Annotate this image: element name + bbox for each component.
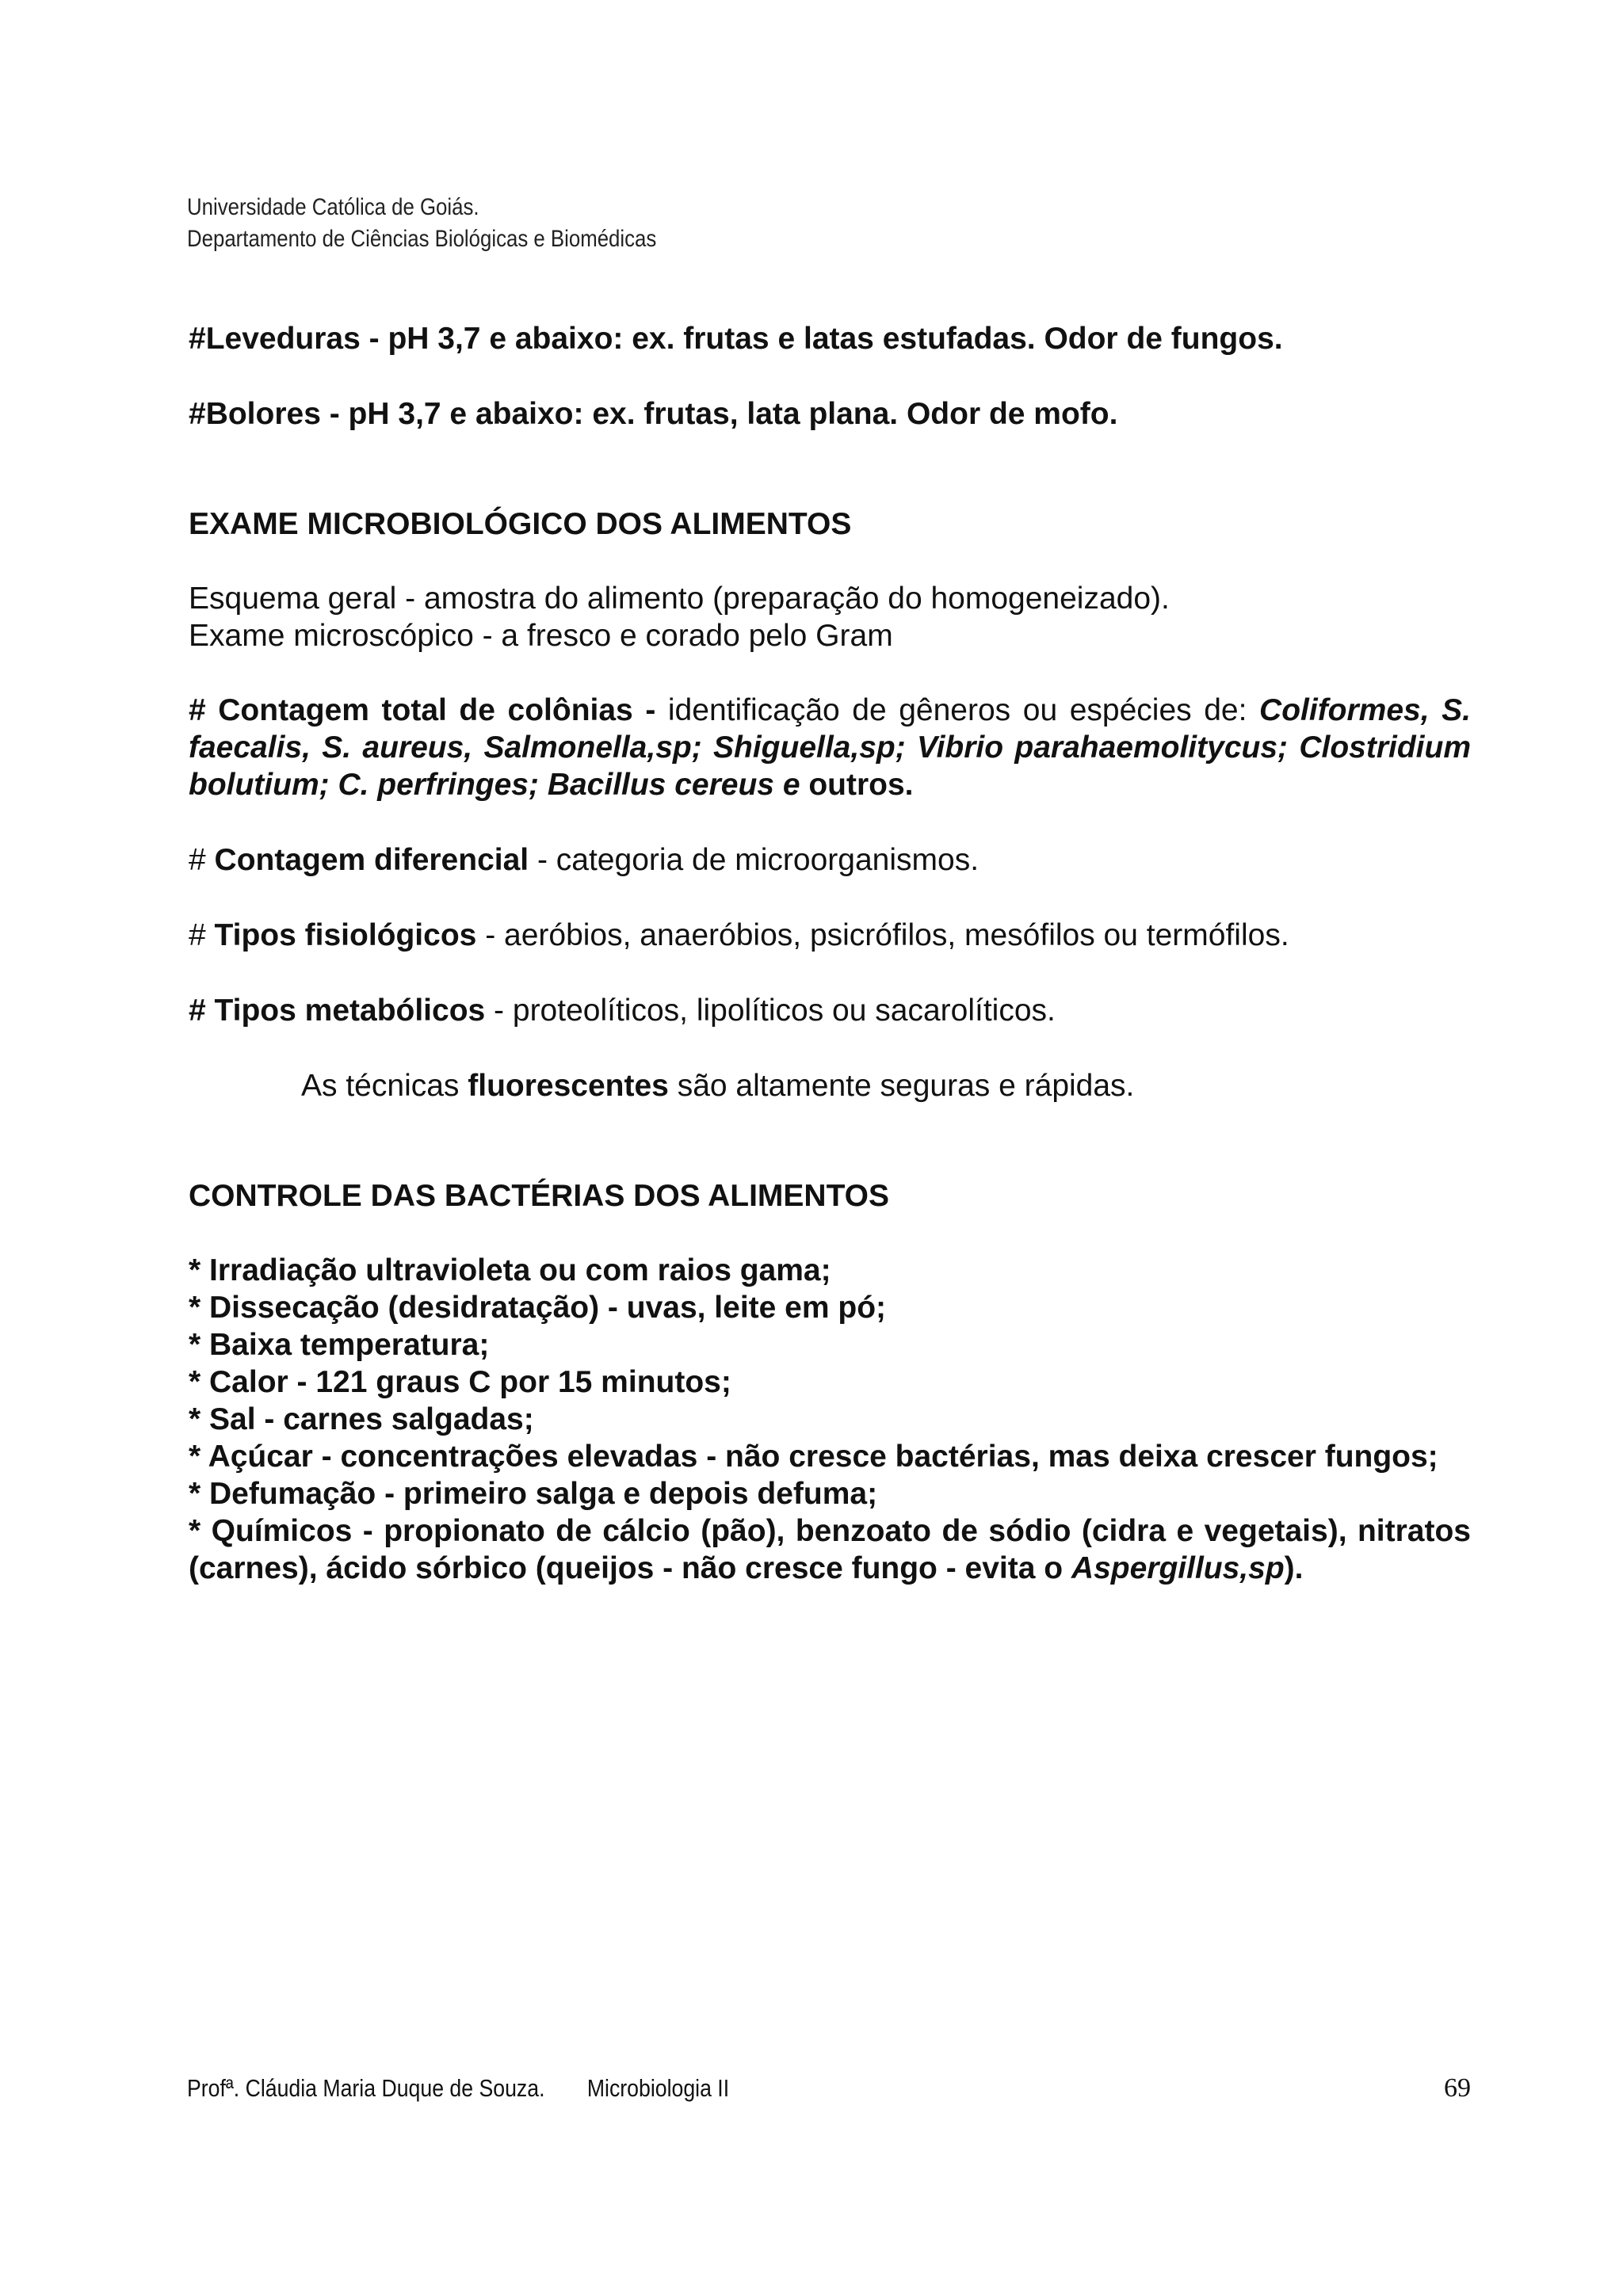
page-header bbox=[187, 192, 656, 255]
contagem-total-paragraph bbox=[189, 692, 1471, 803]
tecnicas-prefix: As técnicas bbox=[301, 1069, 468, 1103]
species-list: Coliformes, S. faecalis, S. aureus, Salmonella,sp; Shiguella,sp; Vibrio parahaemolitycus; Clostridium bolutium; C. perfringes; Bacillus cereus e bbox=[189, 693, 1471, 802]
controle-list bbox=[189, 1252, 1471, 1587]
contagem-total-text: identificação de gêneros ou espécies de: bbox=[655, 693, 1260, 727]
leveduras-line: #Leveduras - pH 3,7 e abaixo: ex. frutas e latas estufadas. Odor de fungos. bbox=[189, 322, 1283, 356]
institution-name: Universidade Católica de Goiás. bbox=[187, 194, 479, 220]
tipos-fisiologicos-text: - aeróbios, anaeróbios, psicrófilos, mesófilos ou termófilos. bbox=[476, 918, 1289, 952]
tecnicas-line bbox=[189, 1067, 1471, 1104]
tipos-fisiologicos-label: Tipos fisiológicos bbox=[214, 918, 477, 952]
bolores-line: #Bolores - pH 3,7 e abaixo: ex. frutas, lata plana. Odor de mofo. bbox=[189, 397, 1118, 431]
esquema-geral-line: Esquema geral - amostra do alimento (preparação do homogeneizado). bbox=[189, 582, 1170, 616]
aspergillus-name: Aspergillus,sp bbox=[1071, 1551, 1285, 1585]
tipos-metabolicos-label: # Tipos metabólicos bbox=[189, 994, 486, 1028]
document-body bbox=[189, 320, 1471, 1587]
controle-item: * Defumação - primeiro salga e depois defuma; bbox=[189, 1477, 878, 1511]
quimicos-text: * Químicos - propionato de cálcio (pão), benzoato de sódio (cidra e vegetais), nitratos (carnes), ácido sórbico (queijos - não cresce fungo - evita o bbox=[189, 1514, 1471, 1585]
contagem-total-label: # Contagem total de colônias - bbox=[189, 693, 656, 727]
tipos-fisiologicos-prefix: # bbox=[189, 918, 215, 952]
tipos-metabolicos-text: - proteolíticos, lipolíticos ou sacarolíticos. bbox=[485, 994, 1056, 1028]
tipos-metabolicos-line bbox=[189, 992, 1471, 1029]
controle-item: * Sal - carnes salgadas; bbox=[189, 1402, 534, 1436]
contagem-total-tail: outros. bbox=[800, 768, 914, 802]
footer-course: Microbiologia II bbox=[586, 2074, 730, 2102]
controle-item: * Açúcar - concentrações elevadas - não cresce bactérias, mas deixa crescer fungos; bbox=[189, 1440, 1438, 1474]
controle-item-quimicos bbox=[189, 1512, 1471, 1587]
department-name: Departamento de Ciências Biológicas e Biomédicas bbox=[187, 226, 657, 252]
footer-left bbox=[187, 2073, 729, 2104]
contagem-diferencial-prefix: # bbox=[189, 843, 215, 877]
tecnicas-suffix: são altamente seguras e rápidas. bbox=[668, 1069, 1135, 1103]
tipos-fisiologicos-line bbox=[189, 917, 1471, 954]
exame-microscopico-line: Exame microscópico - a fresco e corado pelo Gram bbox=[189, 619, 893, 653]
controle-item: * Baixa temperatura; bbox=[189, 1328, 490, 1362]
exame-heading: EXAME MICROBIOLÓGICO DOS ALIMENTOS bbox=[189, 507, 852, 541]
controle-item: * Calor - 121 graus C por 15 minutos; bbox=[189, 1365, 731, 1399]
contagem-diferencial-label: Contagem diferencial bbox=[214, 843, 529, 877]
quimicos-tail: ). bbox=[1284, 1551, 1304, 1585]
contagem-diferencial-text: - categoria de microorganismos. bbox=[529, 843, 980, 877]
contagem-diferencial-line bbox=[189, 841, 1471, 879]
controle-heading: CONTROLE DAS BACTÉRIAS DOS ALIMENTOS bbox=[189, 1179, 890, 1213]
page-number: 69 bbox=[1444, 2073, 1471, 2103]
controle-item: * Irradiação ultravioleta ou com raios gama; bbox=[189, 1253, 831, 1287]
controle-item: * Dissecação (desidratação) - uvas, leite em pó; bbox=[189, 1291, 887, 1325]
tecnicas-bold: fluorescentes bbox=[468, 1069, 669, 1103]
footer-author: Profª. Cláudia Maria Duque de Souza. bbox=[187, 2074, 545, 2102]
